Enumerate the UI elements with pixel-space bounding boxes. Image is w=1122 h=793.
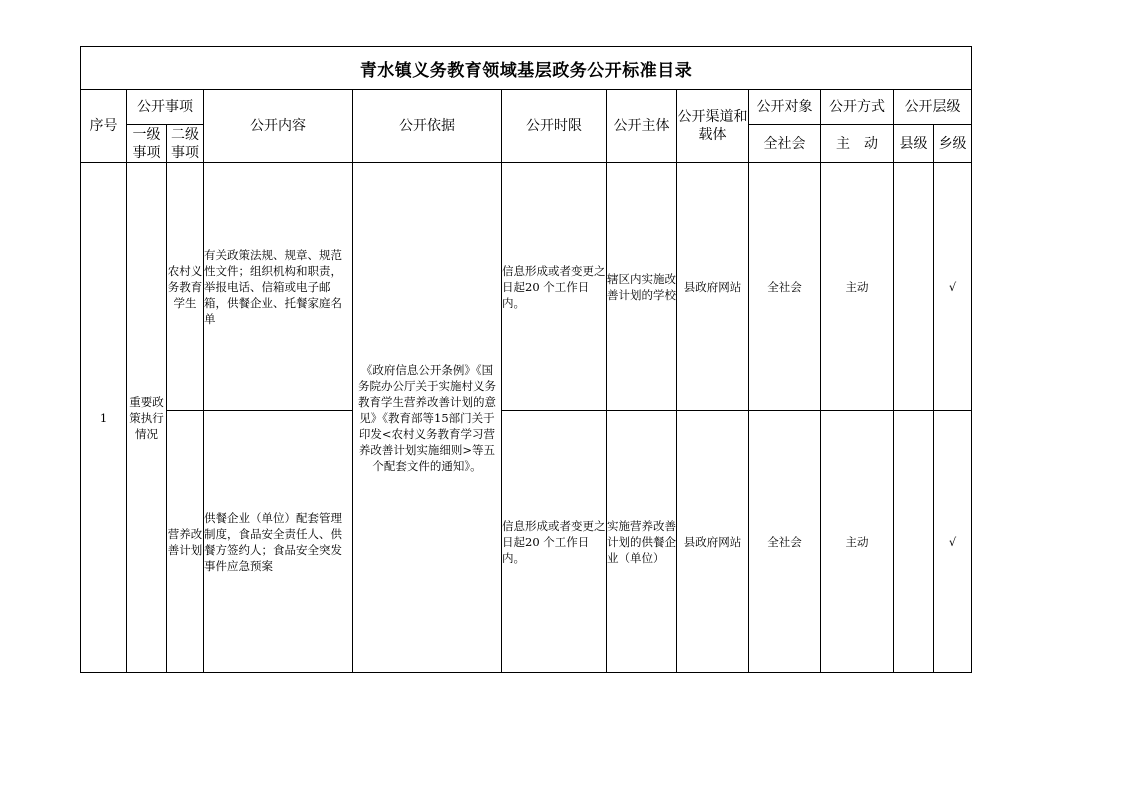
header-content: 公开内容 bbox=[204, 90, 353, 163]
header-level1: 一级事项 bbox=[127, 125, 167, 163]
page-title: 青水镇义务教育领域基层政务公开标准目录 bbox=[81, 47, 972, 90]
public-subject: 实施营养改善计划的供餐企业（单位） bbox=[607, 411, 677, 673]
header-level: 公开层级 bbox=[894, 90, 972, 125]
header-township: 乡级 bbox=[934, 125, 972, 163]
public-basis: 《政府信息公开条例》《国务院办公厅关于实施村义务教育学生营养改善计划的意见》《教育部等15部门关于印发<农村义务教育学习营养改善计划实施细则>等五个配套文件的通知》。 bbox=[353, 163, 502, 673]
header-subject: 公开主体 bbox=[607, 90, 677, 163]
header-seq: 序号 bbox=[81, 90, 127, 163]
public-method: 主动 bbox=[821, 163, 894, 411]
header-county: 县级 bbox=[894, 125, 934, 163]
catalog-table bbox=[80, 46, 972, 673]
public-target: 全社会 bbox=[749, 163, 821, 411]
public-channel: 县政府网站 bbox=[677, 411, 749, 673]
public-time-limit: 信息形成或者变更之日起20 个工作日内。 bbox=[502, 163, 607, 411]
township-level-check: √ bbox=[934, 411, 972, 673]
table-row bbox=[81, 411, 972, 673]
public-target: 全社会 bbox=[749, 411, 821, 673]
header-level2: 二级事项 bbox=[167, 125, 204, 163]
header-method: 公开方式 bbox=[821, 90, 894, 125]
public-content: 供餐企业（单位）配套管理制度，食品安全责任人、供餐方签约人；食品安全突发事件应急预案 bbox=[204, 411, 353, 673]
public-subject: 辖区内实施改善计划的学校 bbox=[607, 163, 677, 411]
header-target-sub: 全社会 bbox=[749, 125, 821, 163]
township-level-check: √ bbox=[934, 163, 972, 411]
header-target: 公开对象 bbox=[749, 90, 821, 125]
header-time-limit: 公开时限 bbox=[502, 90, 607, 163]
county-level bbox=[894, 411, 934, 673]
row-seq: 1 bbox=[81, 163, 127, 673]
public-channel: 县政府网站 bbox=[677, 163, 749, 411]
public-time-limit: 信息形成或者变更之日起20 个工作日内。 bbox=[502, 411, 607, 673]
public-content: 有关政策法规、规章、规范性文件；组织机构和职责，举报电话、信箱或电子邮箱，供餐企业、托餐家庭名单 bbox=[204, 163, 353, 411]
header-basis: 公开依据 bbox=[353, 90, 502, 163]
table-row bbox=[81, 163, 972, 411]
level2-matter: 农村义务教育学生 bbox=[167, 163, 204, 411]
header-channel: 公开渠道和载体 bbox=[677, 90, 749, 163]
header-method-sub: 主 动 bbox=[821, 125, 894, 163]
level1-matter: 重要政策执行情况 bbox=[127, 163, 167, 673]
header-matters: 公开事项 bbox=[127, 90, 204, 125]
level2-matter: 营养改善计划 bbox=[167, 411, 204, 673]
public-method: 主动 bbox=[821, 411, 894, 673]
county-level bbox=[894, 163, 934, 411]
